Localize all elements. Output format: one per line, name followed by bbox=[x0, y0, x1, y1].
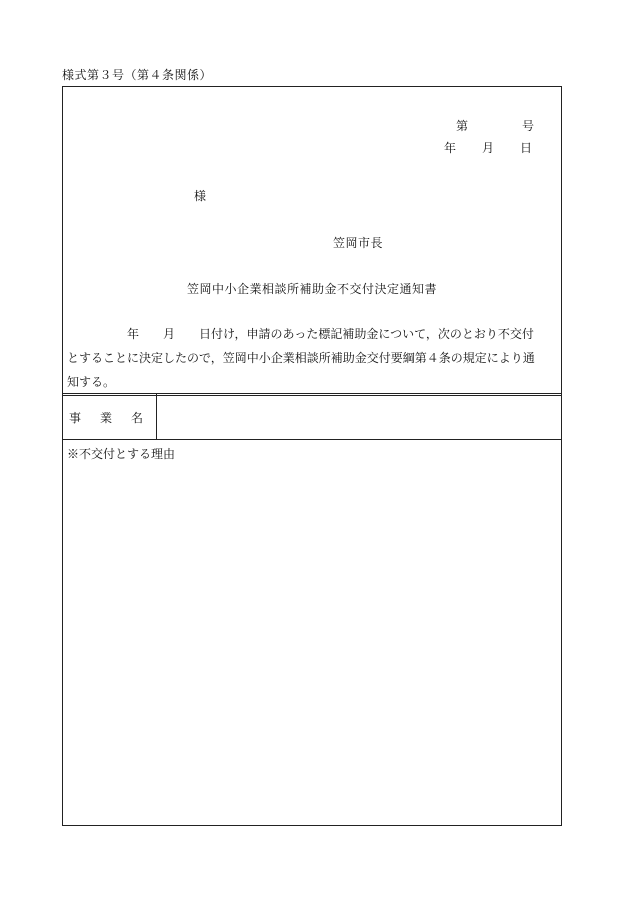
body-line: とすることに決定したので，笠岡中小企業相談所補助金交付要綱第４条の規定により通 bbox=[67, 351, 535, 365]
body-line: 年 月 日付け，申請のあった標記補助金について，次のとおり不交付 bbox=[67, 327, 534, 341]
number-suffix: 号 bbox=[522, 119, 535, 133]
number-prefix: 第 bbox=[456, 119, 469, 133]
issuer: 笠岡市長 bbox=[333, 236, 384, 250]
table-row-border bbox=[63, 439, 561, 440]
addressee: 様 bbox=[194, 189, 207, 203]
date-year: 年 bbox=[444, 141, 457, 155]
date-month: 月 bbox=[482, 141, 495, 155]
business-name-label: 事業名 bbox=[69, 411, 163, 425]
notice-frame bbox=[62, 86, 562, 826]
body-line: 知する。 bbox=[67, 375, 116, 389]
table-top-border bbox=[63, 393, 561, 394]
date-day: 日 bbox=[520, 141, 533, 155]
document-title: 笠岡中小企業相談所補助金不交付決定通知書 bbox=[186, 282, 437, 296]
form-label: 様式第３号（第４条関係） bbox=[62, 68, 213, 82]
reason-label: ※不交付とする理由 bbox=[67, 447, 176, 461]
table-top-border-double bbox=[63, 395, 561, 396]
notice-body bbox=[67, 322, 559, 394]
